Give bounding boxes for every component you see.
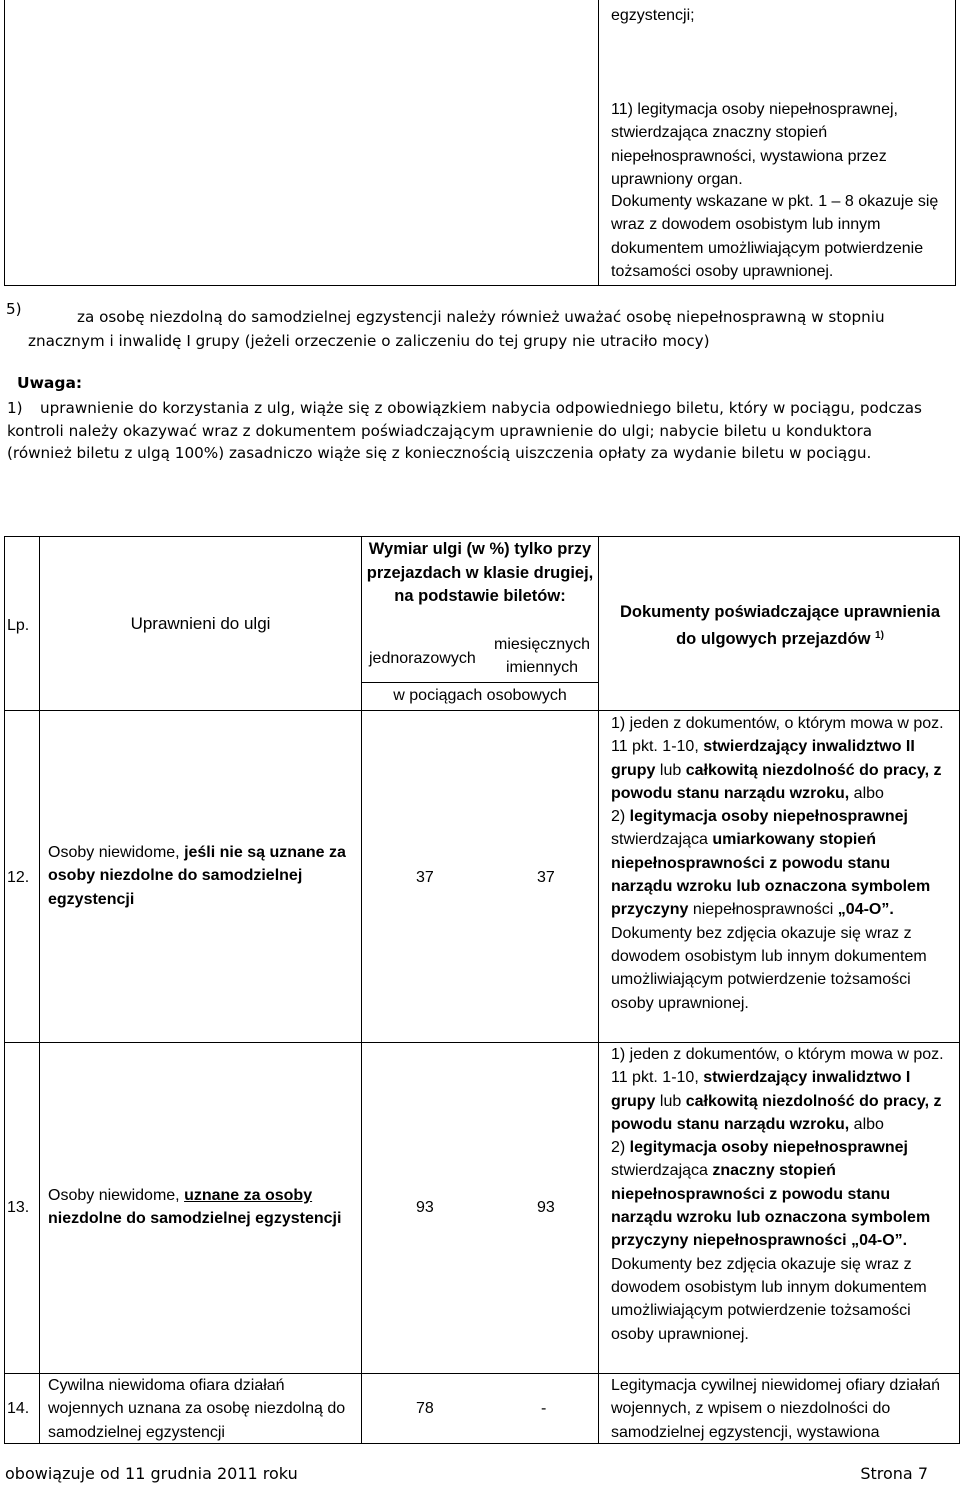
uwaga-text: uprawnienie do korzystania z ulg, wiąże się z obowiązkiem nabycia odpowiedniego biletu, który w pociągu, podczas kontroli należy okazywać wraz z dokumentem poświadczającym uprawnienie do ulgi; nabycie biletu u konduktora (również biletu z ulgą 100%) zasadniczo wiąże się z koniecznością uiszczenia opłaty za wydanie biletu w pociągu. xyxy=(7,399,922,462)
top-cell-text-2: 11) legitymacja osoby niepełnosprawnej, stwierdzająca znaczny stopień niepełnosprawności, wystawiona przez uprawniony organ. xyxy=(611,101,898,188)
row13-documents: 1) jeden z dokumentów, o którym mowa w poz. 11 pkt. 1-10, stwierdzający inwalidztwo I grupy lub całkowitą niezdolność do pracy, z powodu stanu narządu wzroku, albo 2) legitymacja osoby niepełnosprawnej stwierdzająca znaczny stopień niepełnosprawności z powodu stanu narządu wzroku lub oznaczona symbolem przyczyny niepełnosprawności „04-O”. Dokumenty bez zdjęcia okazuje się wraz z dowodem osobistym lub innym dokumentem umożliwiającym potwierdzenie tożsamości osoby uprawnionej. xyxy=(611,1046,944,1343)
header-discount: Wymiar ulgi (w %) tylko przy przejazdach w klasie drugiej, na podstawie biletów: xyxy=(366,540,594,605)
top-table-border xyxy=(4,285,956,286)
row13-entitled: Osoby niewidome, uznane za osoby niezdolne do samodzielnej egzystencji xyxy=(48,1187,342,1228)
note-number: 5) xyxy=(6,300,22,318)
header-documents: Dokumenty poświadczające uprawnienia do ulgowych przejazdów $^{1)}$ xyxy=(619,603,940,648)
row14-single: 78 xyxy=(416,1400,434,1417)
note-text: za osobę niezdolną do samodzielnej egzystencji należy również uważać osobę niepełnosprawną w stopniu znacznym i inwalidę I grupy (jeżeli orzeczenie o zaliczeniu do tej grupy nie utraciło mocy) xyxy=(28,308,885,350)
header-single: jednorazowych xyxy=(369,650,476,667)
row14-monthly: - xyxy=(541,1400,547,1417)
row12-single: 37 xyxy=(416,869,434,886)
top-table-border xyxy=(4,0,5,286)
header-entitled: Uprawnieni do ulgi xyxy=(130,614,271,633)
uwaga-number: 1) xyxy=(7,399,23,417)
row12-entitled: Osoby niewidome, jeśli nie są uznane za osoby niezdolne do samodzielnej egzystencji xyxy=(48,844,346,908)
row14-lp: 14. xyxy=(7,1400,30,1417)
header-monthly: miesięcznych imiennych xyxy=(493,636,591,677)
row12-monthly: 37 xyxy=(537,869,555,886)
header-trains: w pociągach osobowych xyxy=(393,687,567,704)
footer-validity: obowiązuje od 11 grudnia 2011 roku xyxy=(5,1464,298,1483)
footer-page-number: Strona 7 xyxy=(860,1464,928,1483)
uwaga-title: Uwaga: xyxy=(17,374,83,392)
top-cell-text-1: egzystencji; xyxy=(611,7,695,24)
top-table-border xyxy=(598,0,599,286)
row13-monthly: 93 xyxy=(537,1199,555,1216)
row12-documents: 1) jeden z dokumentów, o którym mowa w poz. 11 pkt. 1-10, stwierdzający inwalidztwo II grupy lub całkowitą niezdolność do pracy, z powodu stanu narządu wzroku, albo 2) legitymacja osoby niepełnosprawnej stwierdzająca umiarkowany stopień niepełnosprawności z powodu stanu narządu wzroku lub oznaczona symbolem przyczyny niepełnosprawności „04-O”. Dokumenty bez zdjęcia okazuje się wraz z dowodem osobistym lub innym dokumentem umożliwiającym potwierdzenie tożsamości osoby uprawnionej. xyxy=(611,715,944,1012)
row12-lp: 12. xyxy=(7,869,30,886)
top-table-border xyxy=(955,0,956,286)
header-lp: Lp. xyxy=(7,617,30,634)
top-cell-text-3: Dokumenty wskazane w pkt. 1 – 8 okazuje się wraz z dowodem osobistym lub innym dokumentem umożliwiającym potwierdzenie tożsamości osoby uprawnionej. xyxy=(611,193,939,280)
row13-lp: 13. xyxy=(7,1199,30,1216)
row14-documents: Legitymacja cywilnej niewidomej ofiary działań wojennych, z wpisem o niezdolności do samodzielnej egzystencji, wystawiona xyxy=(611,1377,941,1441)
row13-single: 93 xyxy=(416,1199,434,1216)
row14-entitled: Cywilna niewidoma ofiara działań wojennych uznana za osobę niezdolną do samodzielnej egzystencji xyxy=(48,1377,346,1441)
